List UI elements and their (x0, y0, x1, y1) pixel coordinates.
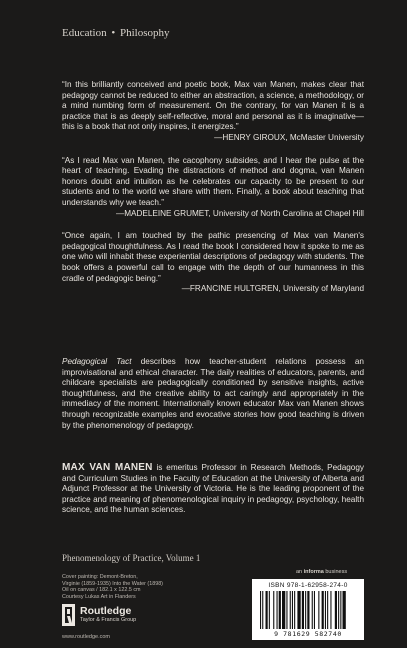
barcode-bar (266, 591, 268, 629)
isbn-text: ISBN 978-1-62958-274-0 (268, 582, 348, 589)
barcode-bar (307, 591, 309, 629)
barcode-bar (314, 591, 315, 629)
endorsement-grumet (62, 156, 364, 220)
barcode-digits: 9 781629 582740 (274, 630, 342, 638)
endorsement-attribution: —HENRY GIROUX, McMaster University (214, 132, 364, 142)
barcode-bar (335, 591, 337, 629)
barcode-bar (338, 591, 339, 629)
endorsement-attribution: —MADELEINE GRUMET, University of North Carolina at Chapel Hill (116, 208, 364, 218)
barcode-bar (273, 591, 274, 629)
barcode-bar (325, 591, 326, 629)
informa-prefix: an (296, 569, 304, 575)
series-title: Phenomenology of Practice, Volume 1 (62, 553, 201, 563)
endorsement-quote: “As I read Max van Manen, the cacophony subsides, and I hear the pulse at the heart of teaching. Evading the distractions of method and dogma, van Manen honors doubt and intuition as he celebrates our capacity to be present to our students and to the world we share with them. Finally, a book about teaching that understands why we teach.” (62, 155, 364, 207)
publisher-name: Routledge (80, 605, 132, 617)
author-bio (62, 463, 364, 516)
barcode-bar (286, 591, 287, 629)
endorsements (62, 80, 364, 307)
barcode-bar (279, 591, 281, 629)
barcode-bar (290, 591, 291, 629)
publisher-url[interactable]: www.routledge.com (62, 634, 110, 640)
barcode-bar (318, 591, 319, 629)
category-education: Education (62, 27, 107, 39)
barcode-bar (282, 591, 285, 629)
informa-brand: informa (303, 569, 324, 575)
barcode-bar (312, 591, 313, 629)
informa-business (296, 569, 347, 575)
barcode-bars (260, 591, 356, 629)
credit-line: Oil on canvas / 182.1 x 122.5 cm (62, 587, 141, 594)
routledge-mark-icon (62, 604, 75, 626)
barcode-bar (340, 591, 341, 629)
credit-line: Virginie (1859-1935) Into the Water (1898) (62, 580, 163, 587)
barcode-bar (294, 591, 295, 629)
book-title: Pedagogical Tact (62, 357, 132, 366)
book-description (62, 357, 364, 431)
category-line (62, 27, 169, 39)
credit-line: Courtesy Lukas Art in Flanders (62, 593, 136, 600)
barcode-bar (260, 591, 261, 629)
barcode-bar (269, 591, 270, 629)
credit-line: Cover painting: Demont-Breton, (62, 574, 138, 580)
endorsement-giroux (62, 80, 364, 144)
category-separator: • (111, 27, 116, 39)
publisher-group: Taylor & Francis Group (80, 617, 137, 623)
endorsement-quote: “In this brilliantly conceived and poetic book, Max van Manen, makes clear that pedagogy cannot be reduced to either an abstraction, a science, a methodology, or a mind numbing form of measurement. On the contrary, for van Manen it is a practice that is as deeply self-reflective, moral and personal as it is imaginative—this is a book that not only inspires, it energizes.” (62, 80, 364, 132)
cover-credits (62, 574, 232, 600)
barcode-bar (277, 591, 278, 629)
barcode-bar (343, 591, 346, 629)
barcode-bar (322, 591, 324, 629)
barcode-bar (330, 591, 331, 629)
author-name: MAX VAN MANEN (62, 462, 153, 473)
endorsement-hultgren (62, 231, 364, 295)
barcode-bar (292, 591, 293, 629)
routledge-logo (62, 604, 136, 626)
isbn-barcode (252, 579, 364, 640)
endorsement-quote: “Once again, I am touched by the pathic presencing of Max van Manen's pedagogical thoughtfulness. As I read the book I considered how it spoke to me as one who will inhabit these experiential descriptions of pedagogy with students. The book offers a powerful call to engage with the depth of our humanness in this cradle of pedagogic being.” (62, 231, 364, 283)
bio-text: is emeritus Professor in Research Methods, Pedagogy and Curriculum Studies in the Faculty of Education at the University of Alberta and Adjunct Professor at the University of Victoria. He is the leading proponent of the practice and meaning of phenomenological inquiry in pedagogy, psychology, health science, and the human sciences. (62, 463, 364, 515)
barcode-bar (305, 591, 306, 629)
description-text: describes how teacher-student relations possess an improvisational and ethical character. The daily realities of educators, parents, and childcare specialists are pedagogically conditioned by sensitive insights, active thoughtfulness, and the creative ability to act caringly and appropriately in the immediacy of the moment. Internationally known educator Max van Manen shows through recognizable examples and evocative stories how good teaching is driven by the phenomenology of pedagogy. (62, 357, 364, 430)
barcode-bar (297, 591, 300, 629)
category-philosophy: Philosophy (119, 27, 170, 39)
endorsement-attribution: —FRANCINE HULTGREN, University of Maryland (181, 284, 364, 294)
informa-suffix: business (323, 569, 348, 575)
barcode-bar (302, 591, 304, 629)
barcode-bar (262, 591, 263, 629)
barcode-bar (327, 591, 328, 629)
